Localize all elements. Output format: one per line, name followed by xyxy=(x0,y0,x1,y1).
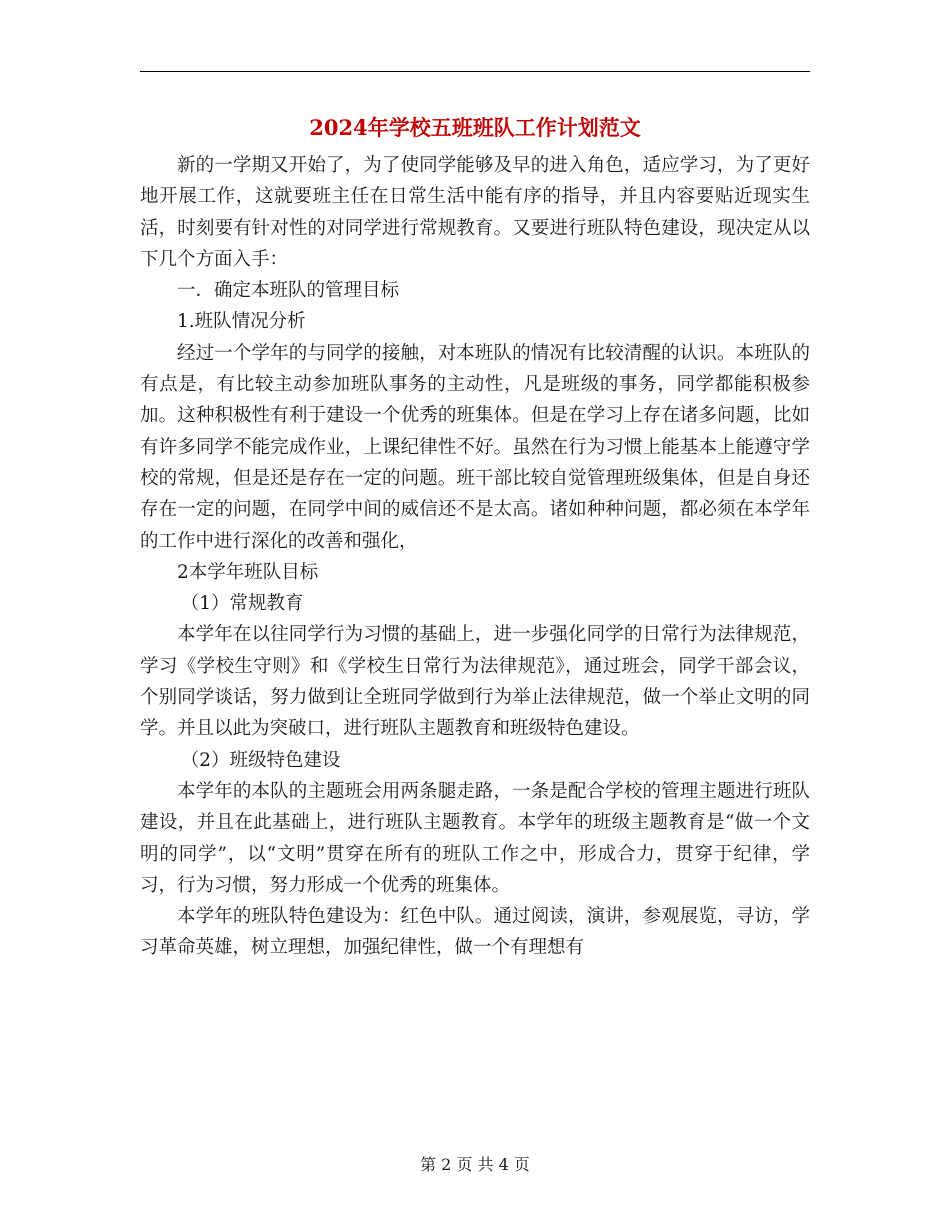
page-footer: 第 2 页 共 4 页 xyxy=(420,1155,530,1174)
subsection-heading-1: 1.班队情况分析 xyxy=(177,311,306,333)
feature-paragraph: 本学年的本队的主题班会用两条腿走路，一条是配合学校的管理主题进行班队建设，并且在此基础上，进行班队主题教育。本学年的班级主题教育是“做一个文明的同学”，以“文明”贯穿在所有的班队工作之中，形成合力，贯穿于纪律，学习，行为习惯，努力形成一个优秀的班集体。 xyxy=(140,780,810,896)
intro-paragraph: 新的一学期又开始了，为了使同学能够及早的进入角色，适应学习，为了更好地开展工作，这就要班主任在日常生活中能有序的指导，并且内容要贴近现实生活，时刻要有针对性的对同学进行常规教育。又要进行班队特色建设，现决定从以下几个方面入手： xyxy=(140,155,810,270)
red-squad-paragraph: 本学年的班队特色建设为：红色中队。通过阅读，演讲，参观展览，寻访，学习革命英雄，树立理想，加强纪律性，做一个有理想有 xyxy=(140,906,810,959)
subsection-heading-2: 2本学年班队目标 xyxy=(177,561,319,583)
header-rule xyxy=(140,71,810,72)
item-heading-feature: （2）班级特色建设 xyxy=(180,749,341,771)
analysis-paragraph: 经过一个学年的与同学的接触，对本班队的情况有比较清醒的认识。本班队的有点是，有比较主动参加班队事务的主动性，凡是班级的事务，同学都能积极参加。这种积极性有利于建设一个优秀的班集体。但是在学习上存在诸多问题，比如有许多同学不能完成作业，上课纪律性不好。虽然在行为习惯上能基本上能遵守学校的常规，但是还是存在一定的问题。班干部比较自觉管理班级集体，但是自身还存在一定的问题，在同学中间的威信还不是太高。诸如种种问题，都必须在本学年的工作中进行深化的改善和强化， xyxy=(140,342,810,552)
document-title: 2024年学校五班班队工作计划范文 xyxy=(309,115,641,140)
routine-paragraph: 本学年在以往同学行为习惯的基础上，进一步强化同学的日常行为法律规范，学习《学校生守则》和《学校生日常行为法律规范》，通过班会，同学干部会议，个别同学谈话，努力做到让全班同学做到行为举止法律规范，做一个举止文明的同学。并且以此为突破口，进行班队主题教育和班级特色建设。 xyxy=(140,624,810,740)
section-heading-1: 一．确定本班队的管理目标 xyxy=(177,280,400,302)
document-body xyxy=(140,150,810,964)
item-heading-routine: （1）常规教育 xyxy=(180,593,304,615)
